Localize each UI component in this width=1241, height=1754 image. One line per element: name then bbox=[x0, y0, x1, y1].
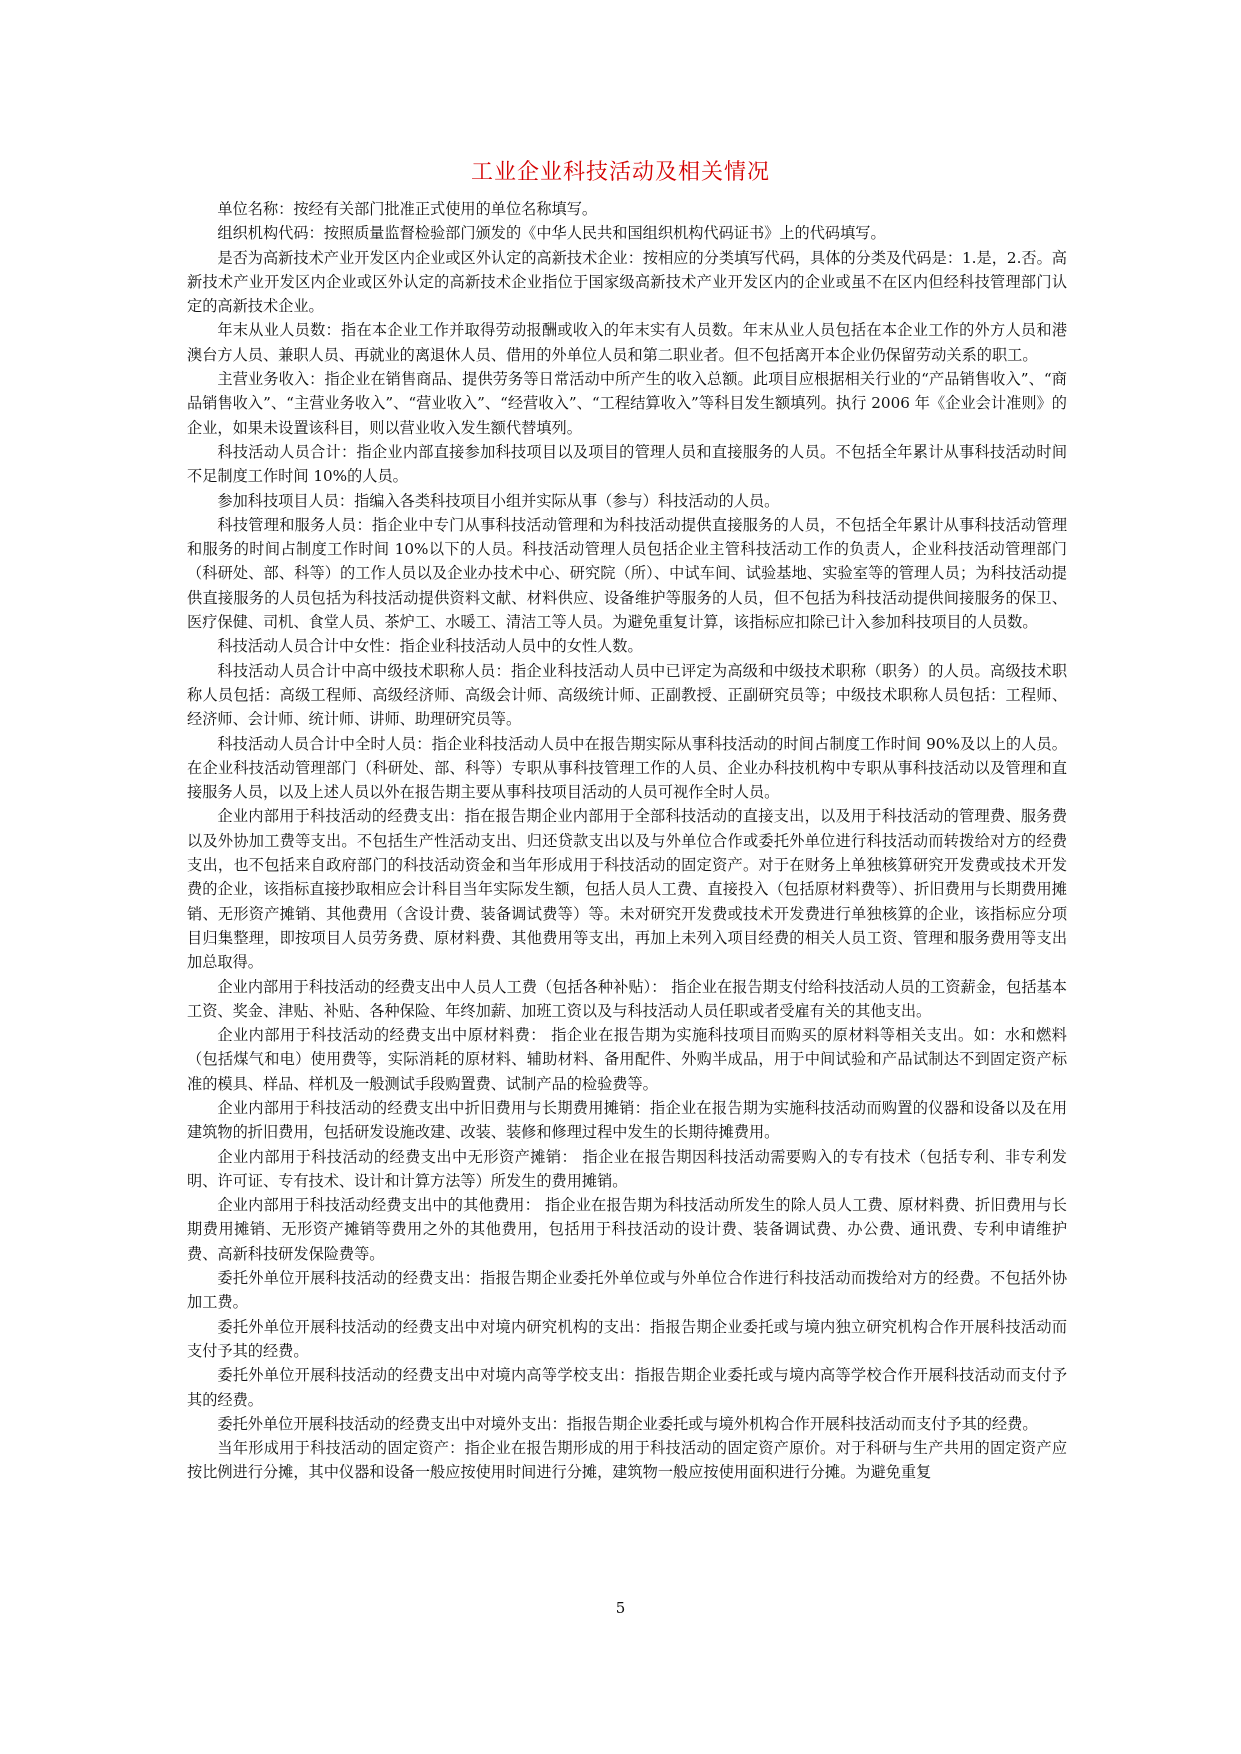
paragraph-fixed-assets: 当年形成用于科技活动的固定资产：指企业在报告期形成的用于科技活动的固定资产原价。对于科研与生产共用的固定资产应按比例进行分摊，其中仪器和设备一般应按使用时间进行分摊，建筑物一般应按使用面积进行分摊。为避免重复 bbox=[187, 1439, 1067, 1482]
paragraph-external-expenditure: 委托外单位开展科技活动的经费支出：指报告期企业委托外单位或与外单位合作进行科技活动而拨给对方的经费。不包括外协加工费。 bbox=[187, 1269, 1067, 1312]
paragraph-senior-title-personnel: 科技活动人员合计中高中级技术职称人员：指企业科技活动人员中已评定为高级和中级技术职称（职务）的人员。高级技术职称人员包括：高级工程师、高级经济师、高级会计师、高级统计师、正副教授、正副研究员等；中级技术职称人员包括：工程师、经济师、会计师、统计师、讲师、助理研究员等。 bbox=[187, 661, 1067, 729]
paragraph-depreciation: 企业内部用于科技活动的经费支出中折旧费用与长期费用摊销：指企业在报告期为实施科技活动而购置的仪器和设备以及在用建筑物的折旧费用，包括研发设施改建、改装、装修和修理过程中发生的长期待摊费用。 bbox=[187, 1098, 1067, 1142]
paragraph-intangible-amortization: 企业内部用于科技活动的经费支出中无形资产摊销： 指企业在报告期因科技活动需要购入的专有技术（包括专利、非专利发明、许可证、专有技术、设计和计算方法等）所发生的费用摊销。 bbox=[187, 1147, 1067, 1190]
paragraph-st-personnel-total: 科技活动人员合计：指企业内部直接参加科技项目以及项目的管理人员和直接服务的人员。不包括全年累计从事科技活动时间不足制度工作时间 10%的人员。 bbox=[187, 442, 1067, 486]
paragraph-full-time-personnel: 科技活动人员合计中全时人员：指企业科技活动人员中在报告期实际从事科技活动的时间占制度工作时间 90%及以上的人员。在企业科技活动管理部门（科研处、部、科等）专职从事科技管理工作的人员、企业办科技机构中专职从事科技活动以及管理和直接服务人员，以及上述人员以外在报告期主要从事科技项目活动的人员可视作全时人员。 bbox=[187, 734, 1067, 802]
paragraph-other-expenses: 企业内部用于科技活动经费支出中的其他费用： 指企业在报告期为科技活动所发生的除人员人工费、原材料费、折旧费用与长期费用摊销、无形资产摊销等费用之外的其他费用，包括用于科技活动的设计费、装备调试费、办公费、通讯费、专利申请维护费、高新科技研发保险费等。 bbox=[187, 1196, 1067, 1263]
document-body bbox=[187, 197, 1067, 1485]
paragraph-unit-name: 单位名称：按经有关部门批准正式使用的单位名称填写。 bbox=[217, 200, 598, 218]
paragraph-high-tech: 是否为高新技术产业开发区内企业或区外认定的高新技术企业：按相应的分类填写代码，具体的分类及代码是：1.是，2.否。高新技术产业开发区内企业或区外认定的高新技术企业指位于国家级高新技术产业开发区内的企业或虽不在区内但经科技管理部门认定的高新技术企业。 bbox=[187, 248, 1067, 316]
page-number: 5 bbox=[615, 1599, 626, 1617]
paragraph-domestic-universities: 委托外单位开展科技活动的经费支出中对境内高等学校支出：指报告期企业委托或与境内高等学校合作开展科技活动而支付予其的经费。 bbox=[187, 1366, 1067, 1409]
paragraph-internal-expenditure: 企业内部用于科技活动的经费支出：指在报告期企业内部用于全部科技活动的直接支出，以及用于科技活动的管理费、服务费以及外协加工费等支出。不包括生产性活动支出、归还贷款支出以及与外单位合作或委托外单位进行科技活动而转拨给对方的经费支出，也不包括来自政府部门的科技活动资金和当年形成用于科技活动的固定资产。对于在财务上单独核算研究开发费或技术开发费的企业，该指标直接抄取相应会计科目当年实际发生额，包括人员人工费、直接投入（包括原材料费等）、折旧费用与长期费用摊销、无形资产摊销、其他费用（含设计费、装备调试费等）等。未对研究开发费或技术开发费进行单独核算的企业，该指标应分项目归集整理，即按项目人员劳务费、原材料费、其他费用等支出，再加上未列入项目经费的相关人员工资、管理和服务费用等支出加总取得。 bbox=[187, 807, 1067, 972]
paragraph-overseas-expenditure: 委托外单位开展科技活动的经费支出中对境外支出：指报告期企业委托或与境外机构合作开展科技活动而支付予其的经费。 bbox=[217, 1414, 1038, 1433]
paragraph-year-end-employees: 年末从业人员数：指在本企业工作并取得劳动报酬或收入的年末实有人员数。年末从业人员包括在本企业工作的外方人员和港澳台方人员、兼职人员、再就业的离退休人员、借用的外单位人员和第二职业者。但不包括离开本企业仍保留劳动关系的职工。 bbox=[187, 321, 1067, 364]
paragraph-material-cost: 企业内部用于科技活动的经费支出中原材料费： 指企业在报告期为实施科技项目而购买的原材料等相关支出。如：水和燃料（包括煤气和电）使用费等，实际消耗的原材料、辅助材料、备用配件、外购半成品，用于中间试验和产品试制达不到固定资产标准的模具、样品、样机及一般测试手段购置费、试制产品的检验费等。 bbox=[187, 1026, 1067, 1093]
paragraph-female-personnel: 科技活动人员合计中女性：指企业科技活动人员中的女性人数。 bbox=[217, 637, 643, 656]
paragraph-project-personnel: 参加科技项目人员：指编入各类科技项目小组并实际从事（参与）科技活动的人员。 bbox=[217, 491, 780, 510]
paragraph-labor-cost: 企业内部用于科技活动的经费支出中人员人工费（包括各种补贴）： 指企业在报告期支付给科技活动人员的工资薪金，包括基本工资、奖金、津贴、补贴、各种保险、年终加薪、加班工资以及与科技活动人员任职或者受雇有关的其他支出。 bbox=[187, 977, 1067, 1020]
paragraph-org-code: 组织机构代码：按照质量监督检验部门颁发的《中华人民共和国组织机构代码证书》上的代码填写。 bbox=[217, 224, 886, 243]
paragraph-main-business-income: 主营业务收入：指企业在销售商品、提供劳务等日常活动中所产生的收入总额。此项目应根据相关行业的“产品销售收入”、“商品销售收入”、“主营业务收入”、“营业收入”、“经营收入”、“工程结算收入”等科目发生额填列。执行 2006 年《企业会计准则》的企业，如果未设置该科目，则以营业收入发生额代替填列。 bbox=[187, 370, 1067, 437]
paragraph-domestic-research-institutes: 委托外单位开展科技活动的经费支出中对境内研究机构的支出：指报告期企业委托或与境内独立研究机构合作开展科技活动而支付予其的经费。 bbox=[187, 1317, 1067, 1360]
paragraph-management-service-personnel: 科技管理和服务人员：指企业中专门从事科技活动管理和为科技活动提供直接服务的人员，不包括全年累计从事科技活动管理和服务的时间占制度工作时间 10%以下的人员。科技活动管理人员包括企业主管科技活动工作的负责人，企业科技活动管理部门（科研处、部、科等）的工作人员以及企业办技术中心、研究院（所）、中试车间、试验基地、实验室等的管理人员；为科技活动提供直接服务的人员包括为科技活动提供资料文献、材料供应、设备维护等服务的人员，但不包括为科技活动提供间接服务的保卫、医疗保健、司机、食堂人员、茶炉工、水暖工、清洁工等人员。为避免重复计算，该指标应扣除已计入参加科技项目的人员数。 bbox=[187, 515, 1067, 632]
document-title: 工业企业科技活动及相关情况 bbox=[470, 160, 770, 185]
